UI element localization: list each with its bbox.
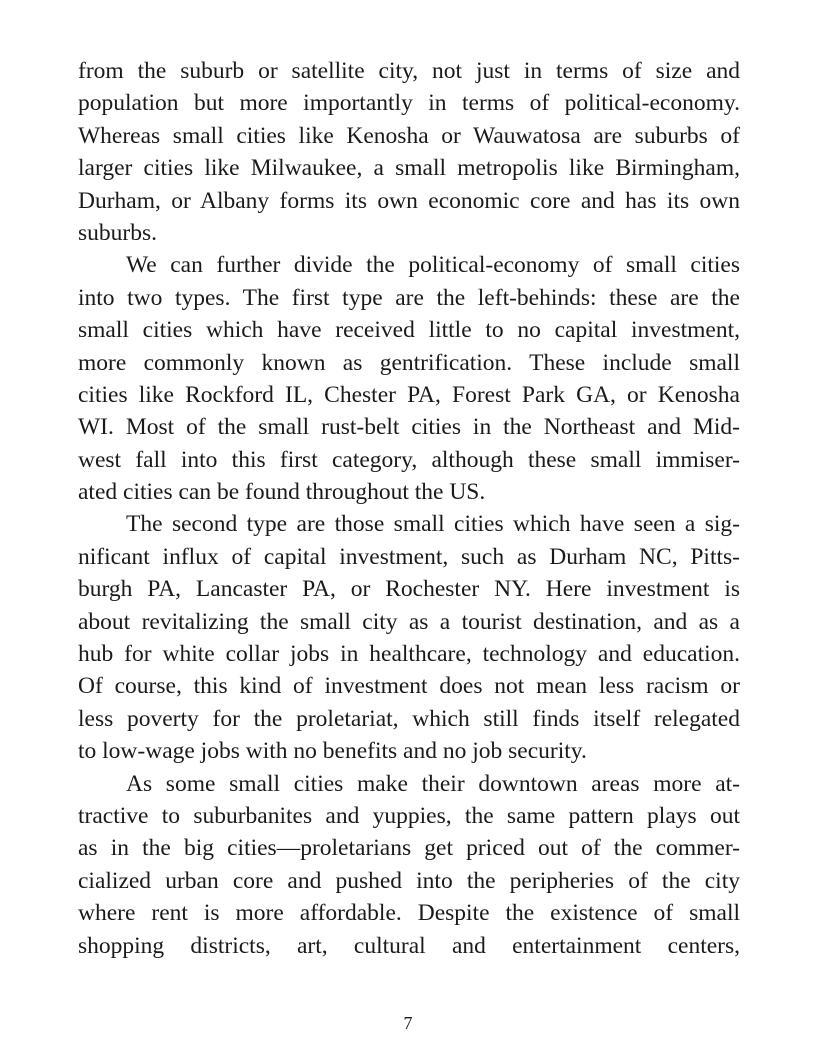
text-line: where rent is more affordable. Despite the existence of small	[78, 900, 740, 927]
text-line: to low-wage jobs with no benefits and no job security.	[78, 738, 587, 765]
text-line: The second type are those small cities which have seen a sig-	[126, 511, 740, 538]
text-line: from the suburb or satellite city, not just in terms of size and	[78, 58, 740, 84]
text-line: Of course, this kind of investment does not mean less racism or	[78, 673, 740, 700]
text-line: As some small cities make their downtown areas more at-	[126, 770, 740, 797]
text-line: Durham, or Albany forms its own economic core and has its own	[78, 187, 740, 214]
text-line: small cities which have received little to no capital investment,	[78, 317, 740, 344]
text-line: burgh PA, Lancaster PA, or Rochester NY. Here investment is	[78, 576, 740, 603]
page-number: 7	[403, 1013, 413, 1033]
text-line: Whereas small cities like Kenosha or Wauwatosa are suburbs of	[78, 122, 740, 149]
text-line: suburbs.	[78, 219, 157, 246]
text-line: more commonly known as gentrification. These include small	[78, 349, 740, 376]
text-line: into two types. The first type are the left-behinds: these are the	[78, 284, 740, 311]
text-line: about revitalizing the small city as a tourist destination, and as a	[78, 608, 740, 635]
text-line: hub for white collar jobs in healthcare, technology and education.	[78, 641, 740, 668]
page-body-text	[78, 55, 740, 962]
text-line: WI. Most of the small rust-belt cities in the Northeast and Mid-	[78, 414, 740, 441]
text-line: nificant influx of capital investment, such as Durham NC, Pitts-	[78, 543, 740, 570]
text-line: less poverty for the proletariat, which still finds itself relegated	[78, 705, 740, 732]
text-line: ated cities can be found throughout the US.	[78, 479, 486, 506]
text-line: tractive to suburbanites and yuppies, the same pattern plays out	[78, 802, 740, 829]
text-line: population but more importantly in terms of political-economy.	[78, 90, 740, 117]
text-line: cities like Rockford IL, Chester PA, Forest Park GA, or Kenosha	[78, 381, 740, 408]
text-line: larger cities like Milwaukee, a small metropolis like Birmingham,	[78, 155, 740, 182]
text-line: We can further divide the political-economy of small cities	[126, 252, 740, 279]
text-line: west fall into this first category, although these small immiser-	[78, 446, 740, 473]
text-line: as in the big cities—proletarians get priced out of the commer-	[78, 835, 740, 862]
text-line: cialized urban core and pushed into the peripheries of the city	[78, 867, 740, 894]
text-line: shopping districts, art, cultural and entertainment centers,	[78, 932, 740, 959]
